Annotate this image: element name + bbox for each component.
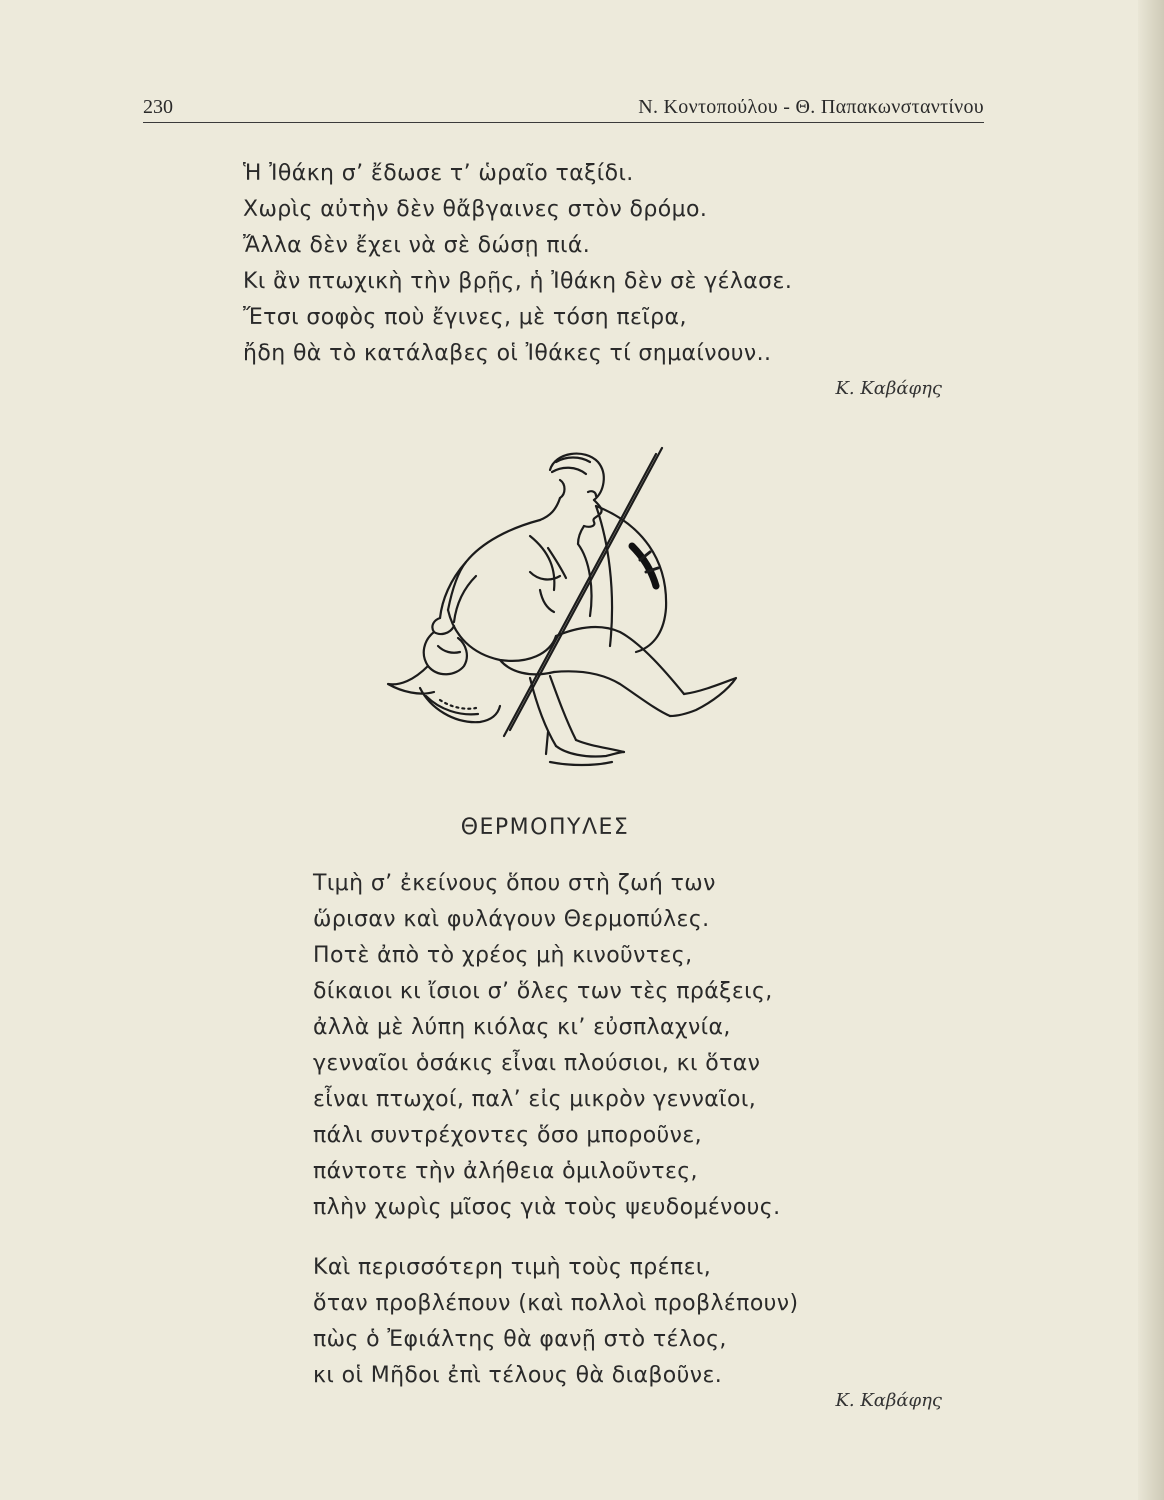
poem-signature: Κ. Καβάφης (835, 378, 942, 399)
poem-line: πάλι συντρέχοντες ὅσο μποροῦνε, (313, 1123, 703, 1148)
poem-title: ΘΕΡΜΟΠΥΛΕΣ (460, 815, 630, 840)
page-header (143, 94, 984, 123)
poem-thermopylae-stanza-1 (313, 866, 781, 1226)
poem-line: Χωρὶς αὐτὴν δὲν θἄβγαινες στὸν δρόμο. (243, 197, 708, 222)
page-edge-shadow (1138, 0, 1164, 1500)
poem-line: Ποτὲ ἀπὸ τὸ χρέος μὴ κινοῦντες, (313, 943, 693, 968)
poem-line: Τιμὴ σ’ ἐκείνους ὅπου στὴ ζωή των (313, 871, 716, 896)
poem-line: ἀλλὰ μὲ λύπη κιόλας κι’ εὐσπλαχνία, (313, 1015, 731, 1040)
poem-line: πὼς ὁ Ἐφιάλτης θὰ φανῇ στὸ τέλος, (313, 1327, 727, 1352)
poem-line: Καὶ περισσότερη τιμὴ τοὺς πρέπει, (313, 1255, 712, 1280)
poem-line: ὥρισαν καὶ φυλάγουν Θερμοπύλες. (313, 907, 710, 932)
poem-thermopylae-stanza-2 (313, 1250, 799, 1394)
poem-line: δίκαιοι κι ἴσιοι σ’ ὅλες των τὲς πράξεις, (313, 979, 773, 1004)
poem-line: πλὴν χωρὶς μῖσος γιὰ τοὺς ψευδομένους. (313, 1195, 781, 1220)
poem-line: Ἄλλα δὲν ἔχει νὰ σὲ δώσῃ πιά. (243, 233, 591, 258)
poem-line: κι οἱ Μῆδοι ἐπὶ τέλους θὰ διαβοῦνε. (313, 1363, 723, 1388)
poem-line: Ἡ Ἰθάκη σ’ ἔδωσε τ’ ὡραῖο ταξίδι. (243, 161, 634, 186)
poem-line: ἤδη θὰ τὸ κατάλαβες οἱ Ἰθάκες τί σημαίνουν.. (243, 341, 772, 366)
warrior-illustration (380, 440, 745, 780)
poem-ithaca-end (243, 156, 792, 372)
poem-line: Κι ἂν πτωχικὴ τὴν βρῇς, ἡ Ἰθάκη δὲν σὲ γέλασε. (243, 269, 793, 294)
poem-line: Ἔτσι σοφὸς ποὺ ἔγινες, μὲ τόση πεῖρα, (243, 305, 687, 330)
poem-line: εἶναι πτωχοί, παλ’ εἰς μικρὸν γενναῖοι, (313, 1087, 757, 1112)
page-number: 230 (143, 96, 173, 118)
poem-signature: Κ. Καβάφης (835, 1390, 942, 1411)
poem-line: πάντοτε τὴν ἀλήθεια ὁμιλοῦντες, (313, 1159, 698, 1184)
poem-line: γενναῖοι ὁσάκις εἶναι πλούσιοι, κι ὅταν (313, 1051, 761, 1076)
poem-line: ὅταν προβλέπουν (καὶ πολλοὶ προβλέπουν) (313, 1291, 799, 1316)
running-head: Ν. Κοντοπούλου - Θ. Παπακωνσταντίνου (638, 96, 984, 118)
